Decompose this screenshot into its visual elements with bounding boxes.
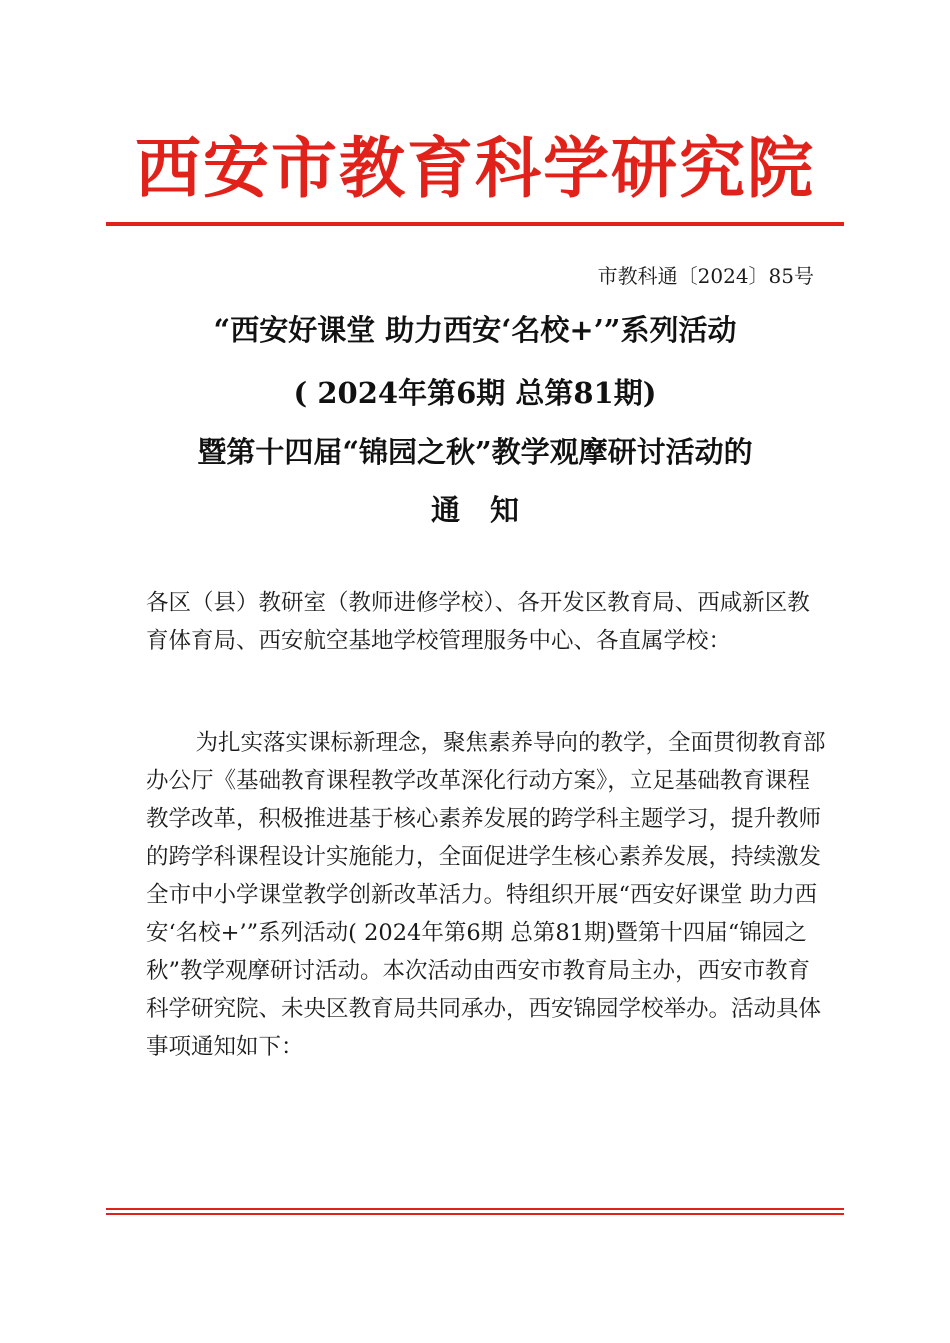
body-paragraph-text: 为扎实落实课标新理念，聚焦素养导向的教学，全面贯彻教育部办公厅《基础教育课程教学改革深化行动方案》，立足基础教育课程教学改革，积极推进基于核心素养发展的跨学科主题学习，提升教师的跨学科课程设计实施能力，全面促进学生核心素养发展，持续激发全市中小学课堂教学创新改革活力。特组织开展“西安好课堂 助力西安‘名校+’”系列活动( 2024年第6期 总第81期)暨第十四届“锦园之秋”教学观摩研讨活动。本次活动由西安市教育局主办，西安市教育科学研究院、未央区教育局共同承办，西安锦园学校举办。活动具体事项通知如下： bbox=[146, 730, 826, 1060]
body-paragraph bbox=[146, 724, 826, 1066]
issuing-organization-title: 西安市教育科学研究院 bbox=[135, 129, 815, 207]
red-footer-rule bbox=[106, 1208, 844, 1210]
notice-title-line-2: ( 2024年第6期 总第81期) bbox=[293, 376, 657, 410]
document-number: 市教科通〔2024〕85号 bbox=[597, 264, 814, 288]
red-footer-rule-inner bbox=[106, 1213, 844, 1215]
salutation-recipients: 各区（县）教研室（教师进修学校）、各开发区教育局、西咸新区教育体育局、西安航空基地学校管理服务中心、各直属学校： bbox=[146, 590, 810, 654]
notice-title-line-3: 暨第十四届“锦园之秋”教学观摩研讨活动的 bbox=[197, 435, 753, 469]
notice-title-line-4: 通知 bbox=[430, 493, 549, 527]
notice-title-line-1: “西安好课堂 助力西安‘名校+’”系列活动 bbox=[213, 313, 737, 347]
red-header-rule bbox=[106, 222, 844, 226]
